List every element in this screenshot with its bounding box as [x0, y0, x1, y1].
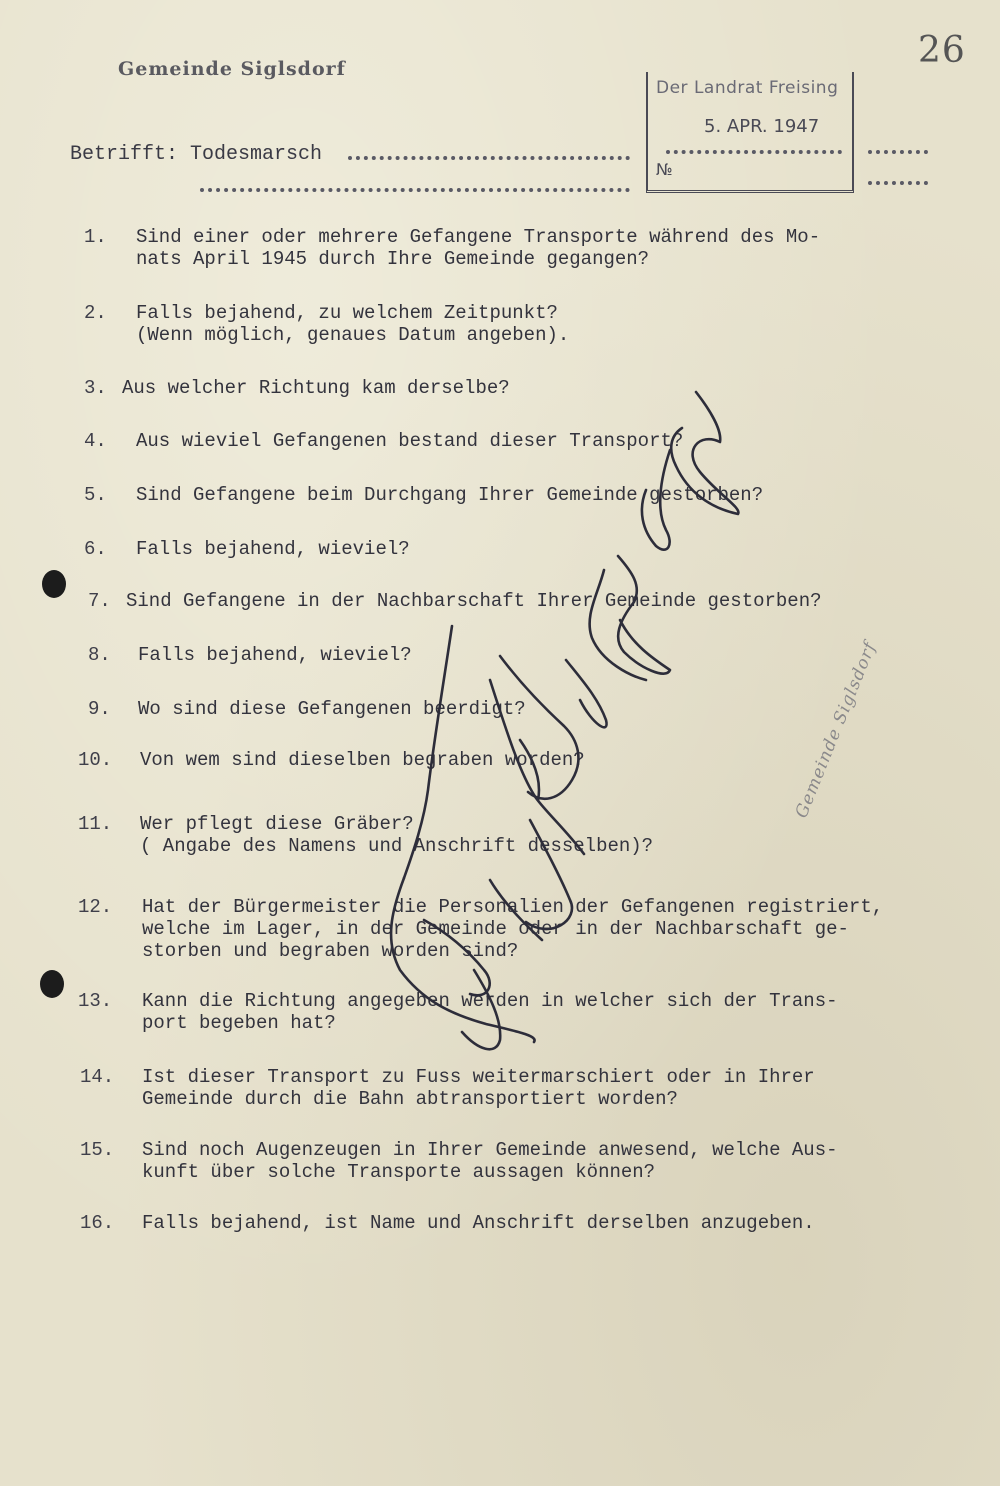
question-number: 16.: [80, 1212, 115, 1234]
question-number: 9.: [88, 698, 111, 720]
question-text: Falls bejahend, zu welchem Zeitpunkt? (Wenn möglich, genaues Datum angeben).: [136, 302, 570, 346]
question-text: Falls bejahend, wieviel?: [138, 644, 412, 666]
subject-line: Betrifft: Todesmarsch: [70, 143, 323, 166]
question-number: 1.: [84, 226, 107, 248]
question-number: 12.: [78, 896, 113, 918]
municipality-side-stamp: Gemeinde Siglsdorf: [791, 638, 881, 822]
punch-hole: [40, 970, 64, 998]
handwritten-signature: [370, 380, 770, 1060]
question-item: [80, 1212, 815, 1234]
subject-dotted-line: [348, 156, 630, 160]
question-number: 3.: [84, 377, 107, 399]
question-number: 7.: [88, 590, 111, 612]
punch-hole: [42, 570, 66, 598]
municipality-header: Gemeinde Siglsdorf: [118, 58, 346, 80]
stamp-date: 5. APR. 1947: [704, 116, 820, 137]
question-number: 2.: [84, 302, 107, 324]
question-number: 5.: [84, 484, 107, 506]
stamp-number-mark: №: [656, 160, 673, 179]
question-text: Wo sind diese Gefangenen beerdigt?: [138, 698, 526, 720]
right-dotted-line: [868, 150, 928, 154]
question-text: Falls bejahend, ist Name und Anschrift derselben anzugeben.: [142, 1212, 815, 1234]
question-number: 8.: [88, 644, 111, 666]
question-number: 14.: [80, 1066, 115, 1088]
question-text: Von wem sind dieselben begraben worden?: [140, 749, 585, 771]
question-number: 6.: [84, 538, 107, 560]
question-item: [84, 226, 820, 270]
page-number: 26: [918, 30, 966, 71]
question-text: Wer pflegt diese Gräber? ( Angabe des Namens und Anschrift desselben)?: [140, 813, 654, 857]
question-text: Kann die Richtung angegeben werden in welcher sich der Trans- port begeben hat?: [142, 990, 838, 1034]
question-text: Sind einer oder mehrere Gefangene Transporte während des Mo- nats April 1945 durch Ihre Gemeinde gegangen?: [136, 226, 821, 270]
question-text: Sind Gefangene in der Nachbarschaft Ihrer Gemeinde gestorben?: [126, 590, 822, 612]
question-item: [80, 1139, 838, 1183]
question-text: Falls bejahend, wieviel?: [136, 538, 410, 560]
stamp-title: Der Landrat Freising: [656, 78, 839, 98]
question-number: 11.: [78, 813, 113, 835]
question-number: 4.: [84, 430, 107, 452]
question-item: [80, 1066, 815, 1110]
question-item: [84, 538, 410, 560]
question-text: Ist dieser Transport zu Fuss weitermarschiert oder in Ihrer Gemeinde durch die Bahn abtransportiert worden?: [142, 1066, 815, 1110]
question-item: [84, 302, 569, 346]
question-number: 15.: [80, 1139, 115, 1161]
question-text: Sind Gefangene beim Durchgang Ihrer Gemeinde gestorben?: [136, 484, 764, 506]
question-text: Aus welcher Richtung kam derselbe?: [122, 377, 510, 399]
right-dotted-line-second: [868, 181, 928, 185]
question-number: 13.: [78, 990, 113, 1012]
received-stamp: [646, 72, 854, 193]
question-text: Sind noch Augenzeugen in Ihrer Gemeinde anwesend, welche Aus- kunft über solche Transporte aussagen können?: [142, 1139, 838, 1183]
question-number: 10.: [78, 749, 113, 771]
question-item: [88, 644, 412, 666]
question-text: Aus wieviel Gefangenen bestand dieser Transport?: [136, 430, 684, 452]
question-text: Hat der Bürgermeister die Personalien der Gefangenen registriert, welche im Lager, in der Gemeinde oder in der Nachbarschaft ge- storben und begraben worden sind?: [142, 896, 884, 962]
subject-dotted-line-second: [200, 188, 630, 192]
